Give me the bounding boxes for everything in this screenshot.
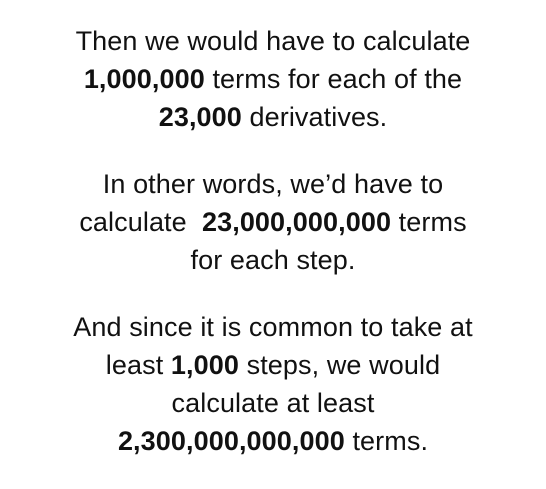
- paragraph-3-line-2-text: steps, we would: [239, 350, 441, 380]
- paragraph-1-line-2: [0, 60, 546, 98]
- paragraph-3-line-2-prefix: least: [105, 350, 171, 380]
- paragraph-1-line-1: Then we would have to calculate: [75, 26, 471, 56]
- paragraph-2-line-2-prefix: calculate: [79, 207, 202, 237]
- derivatives-count: 23,000: [158, 102, 242, 132]
- paragraph-2-line-2-text: terms: [391, 207, 467, 237]
- paragraph-3-line-4-text: terms.: [344, 426, 429, 456]
- paragraph-2: [0, 165, 546, 279]
- paragraph-1-line-2-text: terms for each of the: [204, 64, 463, 94]
- paragraph-3-line-1: And since it is common to take at: [73, 312, 473, 342]
- paragraph-2-line-3: for each step.: [190, 245, 356, 275]
- total-terms-count: 2,300,000,000,000: [117, 426, 345, 456]
- paragraph-2-line-2: [0, 203, 546, 241]
- paragraph-3-line-2: [0, 346, 546, 384]
- paragraph-1-line-3-text: derivatives.: [241, 102, 388, 132]
- paragraph-3-line-4: [0, 422, 546, 460]
- paragraph-3: [0, 308, 546, 460]
- terms-per-step-count: 23,000,000,000: [201, 207, 392, 237]
- slide-text: [0, 22, 546, 489]
- paragraph-3-line-3: calculate at least: [171, 388, 375, 418]
- paragraph-1: [0, 22, 546, 136]
- steps-count: 1,000: [170, 350, 239, 380]
- terms-per-derivative-count: 1,000,000: [83, 64, 205, 94]
- paragraph-1-line-3: [0, 98, 546, 136]
- paragraph-2-line-1: In other words, we’d have to: [102, 169, 444, 199]
